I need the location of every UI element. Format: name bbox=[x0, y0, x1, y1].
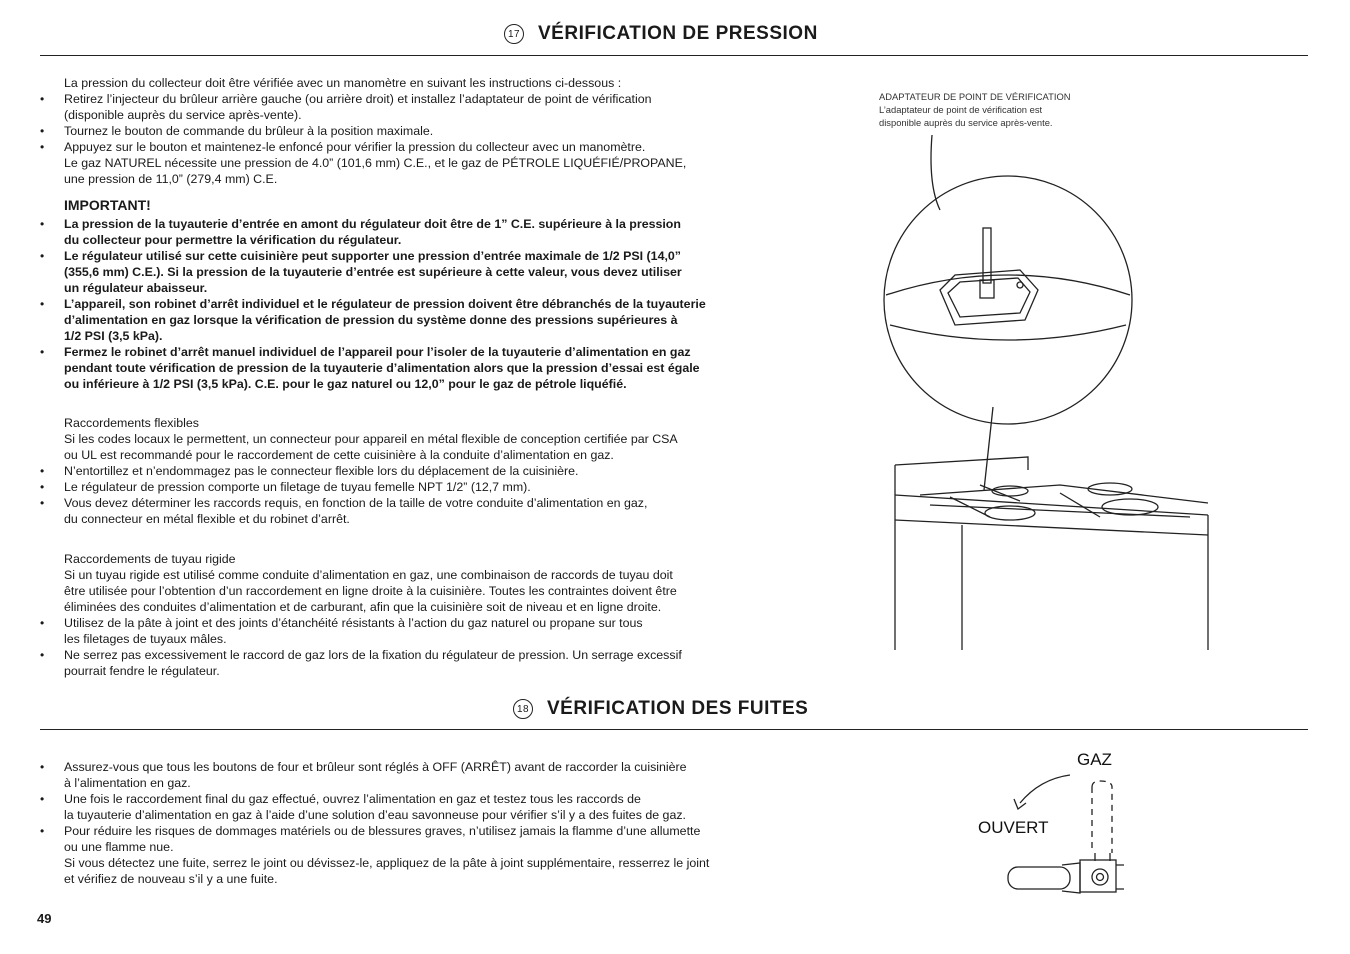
bullet: • bbox=[40, 464, 45, 478]
step-1-line-2: (disponible auprès du service après-vente). bbox=[64, 108, 302, 122]
rigid-text-3: éliminées des conduites d’alimentation et de carburant, afin que la cuisinière soit de niveau et en ligne droite. bbox=[64, 600, 662, 614]
rigid-bullet-1-line-2: les filetages de tuyaux mâles. bbox=[64, 632, 227, 646]
leak-bullet-2-line-1: Une fois le raccordement final du gaz effectué, ouvrez l’alimentation en gaz et testez tous les raccords de bbox=[64, 792, 641, 806]
important-2-line-1: Le régulateur utilisé sur cette cuisinière peut supporter une pression d’entrée maximale de 1/2 PSI (14,0” bbox=[64, 249, 681, 263]
intro-text: La pression du collecteur doit être vérifiée avec un manomètre en suivant les instructions ci-dessous : bbox=[64, 76, 622, 90]
bullet: • bbox=[40, 824, 45, 838]
important-3-line-3: 1/2 PSI (3,5 kPa). bbox=[64, 329, 163, 343]
rigid-subheading: Raccordements de tuyau rigide bbox=[64, 552, 236, 566]
gas-valve-illustration bbox=[1000, 765, 1140, 900]
rigid-bullet-1-line-1: Utilisez de la pâte à joint et des joints d’étanchéité résistants à l’action du gaz naturel ou propane sur tous bbox=[64, 616, 643, 630]
section-number-18: 18 bbox=[513, 699, 533, 719]
flex-text-1: Si les codes locaux le permettent, un connecteur pour appareil en métal flexible de conception certifiée par CSA bbox=[64, 432, 678, 446]
flex-bullet-2: Le régulateur de pression comporte un filetage de tuyau femelle NPT 1/2” (12,7 mm). bbox=[64, 480, 531, 494]
bullet: • bbox=[40, 496, 45, 510]
caption-line-3: disponible auprès du service après-vente. bbox=[879, 117, 1053, 128]
important-3-line-1: L’appareil, son robinet d’arrêt individuel et le régulateur de pression doivent être débranchés de la tuyauterie bbox=[64, 297, 706, 311]
pressure-adapter-illustration bbox=[860, 125, 1230, 655]
section-18-rule bbox=[40, 729, 1308, 730]
step-3-line-2: Le gaz NATUREL nécessite une pression de 4.0” (101,6 mm) C.E., et le gaz de PÉTROLE LIQUÉFIÉ/PROPANE, bbox=[64, 156, 687, 170]
flex-bullet-1: N’entortillez et n’endommagez pas le connecteur flexible lors du déplacement de la cuisinière. bbox=[64, 464, 579, 478]
important-2-line-2: (355,6 mm) C.E.). Si la pression de la tuyauterie d’entrée est supérieure à cette valeur, vous devez utiliser bbox=[64, 265, 682, 279]
bullet: • bbox=[40, 648, 45, 662]
section-number-17: 17 bbox=[504, 24, 524, 44]
step-2: Tournez le bouton de commande du brûleur à la position maximale. bbox=[64, 124, 434, 138]
flex-subheading: Raccordements flexibles bbox=[64, 416, 199, 430]
leak-bullet-1-line-1: Assurez-vous que tous les boutons de four et brûleur sont réglés à OFF (ARRÊT) avant de raccorder la cuisinière bbox=[64, 760, 687, 774]
caption-line-2: L’adaptateur de point de vérification est bbox=[879, 104, 1043, 115]
bullet: • bbox=[40, 217, 45, 231]
open-label: OUVERT bbox=[978, 818, 1049, 837]
gaz-label: GAZ bbox=[1077, 750, 1112, 769]
rigid-text-1: Si un tuyau rigide est utilisé comme conduite d’alimentation en gaz, une combinaison de raccords de tuyau doit bbox=[64, 568, 673, 582]
bullet: • bbox=[40, 792, 45, 806]
section-17-rule bbox=[40, 55, 1308, 56]
bullet: • bbox=[40, 140, 45, 154]
section-18-title: VÉRIFICATION DES FUITES bbox=[547, 698, 809, 719]
step-3-line-1: Appuyez sur le bouton et maintenez-le enfoncé pour vérifier la pression du collecteur avec un manomètre. bbox=[64, 140, 646, 154]
important-4-line-1: Fermez le robinet d’arrêt manuel individuel de l’appareil pour l’isoler de la tuyauterie d’alimentation en gaz bbox=[64, 345, 691, 359]
adapter-caption bbox=[879, 90, 1071, 129]
bullet: • bbox=[40, 124, 45, 138]
step-1-line-1: Retirez l’injecteur du brûleur arrière gauche (ou arrière droit) et installez l’adaptateur de point de vérification bbox=[64, 92, 652, 106]
section-17-header bbox=[504, 23, 818, 45]
section-17-title: VÉRIFICATION DE PRESSION bbox=[538, 23, 818, 44]
leak-bullet-2-line-2: la tuyauterie d’alimentation en gaz à l’aide d’une solution d’eau savonneuse pour vérifier s’il y a des fuites de gaz. bbox=[64, 808, 686, 822]
important-1-line-1: La pression de la tuyauterie d’entrée en amont du régulateur doit être de 1” C.E. supérieure à la pression bbox=[64, 217, 681, 231]
bullet: • bbox=[40, 345, 45, 359]
leak-bullet-3-line-1: Pour réduire les risques de dommages matériels ou de blessures graves, n’utilisez jamais la flamme d’une allumette bbox=[64, 824, 701, 838]
page-number: 49 bbox=[37, 911, 52, 926]
rigid-text-2: être utilisée pour l’obtention d’un raccordement en ligne droite à la cuisinière. Toutes les contraintes doivent être bbox=[64, 584, 677, 598]
important-2-line-3: un régulateur abaisseur. bbox=[64, 281, 208, 295]
leak-bullet-3-line-2: ou une flamme nue. bbox=[64, 840, 174, 854]
bullet: • bbox=[40, 297, 45, 311]
bullet: • bbox=[40, 616, 45, 630]
leak-bullet-1-line-2: à l’alimentation en gaz. bbox=[64, 776, 191, 790]
flex-text-2: ou UL est recommandé pour le raccordement de cette cuisinière à la conduite d’alimentation en gaz. bbox=[64, 448, 614, 462]
step-3-line-3: une pression de 11,0” (279,4 mm) C.E. bbox=[64, 172, 278, 186]
rigid-bullet-2-line-2: pourrait fendre le régulateur. bbox=[64, 664, 220, 678]
bullet: • bbox=[40, 480, 45, 494]
leak-bullet-3-line-3: Si vous détectez une fuite, serrez le joint ou dévissez-le, appliquez de la pâte à joint supplémentaire, resserrez le joint bbox=[64, 856, 710, 870]
important-4-line-3: ou inférieure à 1/2 PSI (3,5 kPa). C.E. pour le gaz naturel ou 12,0” pour le gaz de pétrole liquéfié. bbox=[64, 377, 627, 391]
important-3-line-2: d’alimentation en gaz lorsque la vérification de pression du système donne des pressions supérieures à bbox=[64, 313, 678, 327]
flex-bullet-3-line-1: Vous devez déterminer les raccords requis, en fonction de la taille de votre conduite d’alimentation en gaz, bbox=[64, 496, 648, 510]
bullet: • bbox=[40, 249, 45, 263]
flex-bullet-3-line-2: du connecteur en métal flexible et du robinet d’arrêt. bbox=[64, 512, 350, 526]
important-1-line-2: du collecteur pour permettre la vérification du régulateur. bbox=[64, 233, 402, 247]
rigid-bullet-2-line-1: Ne serrez pas excessivement le raccord de gaz lors de la fixation du régulateur de pression. Un serrage excessif bbox=[64, 648, 682, 662]
bullet: • bbox=[40, 760, 45, 774]
important-heading: IMPORTANT! bbox=[64, 197, 151, 213]
leak-bullet-3-line-4: et vérifiez de nouveau s’il y a une fuite. bbox=[64, 872, 278, 886]
important-4-line-2: pendant toute vérification de pression de la tuyauterie d’alimentation alors que la pression d’essai est égale bbox=[64, 361, 700, 375]
section-18-header bbox=[513, 698, 808, 720]
bullet: • bbox=[40, 92, 45, 106]
caption-line-1: ADAPTATEUR DE POINT DE VÉRIFICATION bbox=[879, 91, 1071, 102]
